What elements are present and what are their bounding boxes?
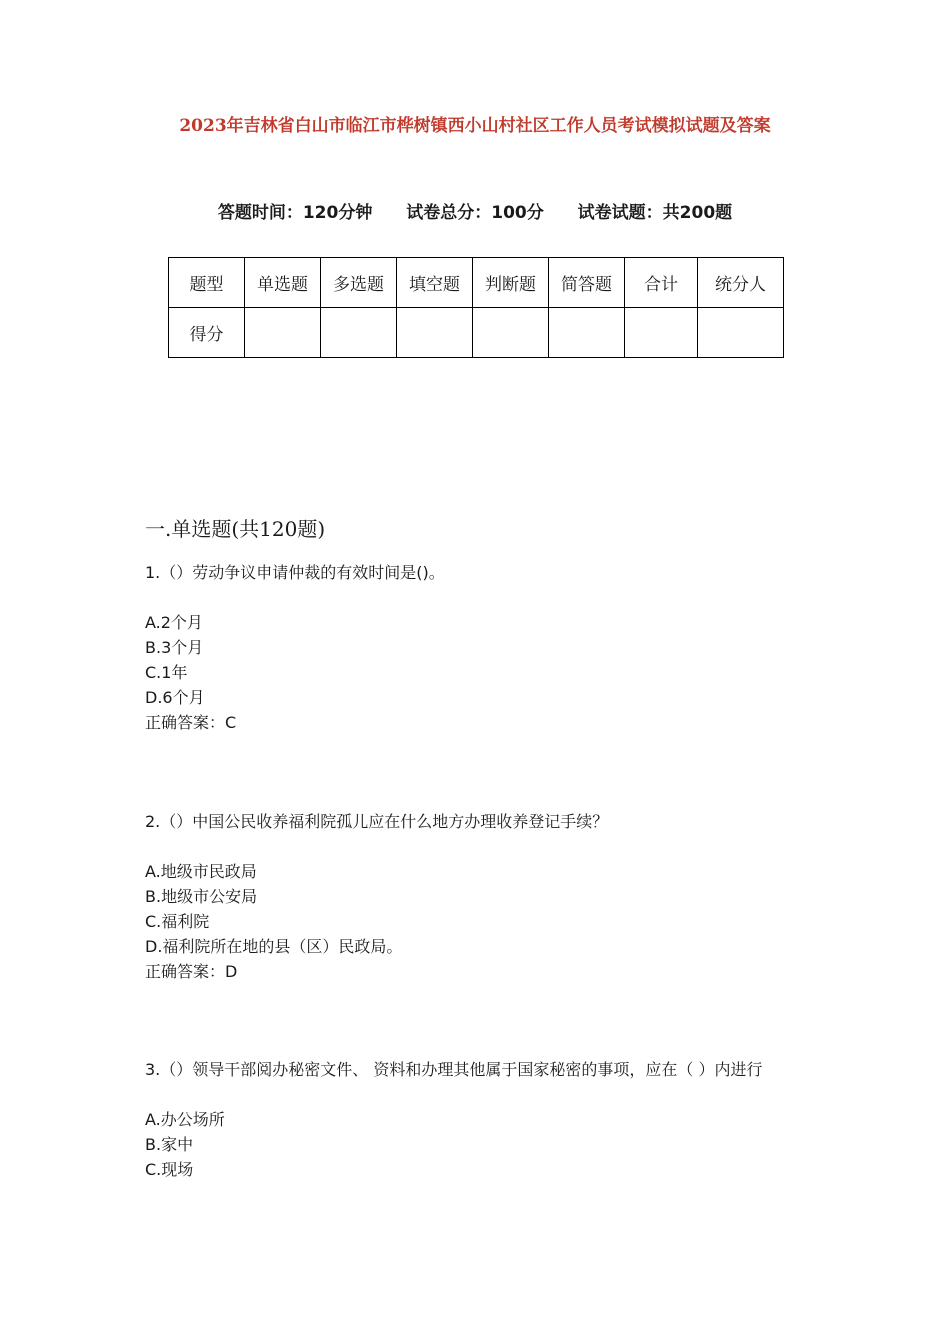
header-cell: 简答题	[549, 258, 625, 308]
score-table	[168, 257, 784, 358]
header-cell: 多选题	[321, 258, 397, 308]
option: C.福利院	[145, 912, 210, 931]
score-cell	[397, 308, 473, 358]
option: B.3个月	[145, 638, 204, 657]
score-table-header-row	[169, 258, 784, 308]
question-2	[145, 809, 825, 984]
header-cell: 统分人	[698, 258, 784, 308]
score-table-score-row	[169, 308, 784, 358]
question-1	[145, 560, 825, 735]
option: A.办公场所	[145, 1110, 225, 1129]
document-title: 2023年吉林省白山市临江市桦树镇西小山村社区工作人员考试模拟试题及答案	[179, 116, 771, 136]
score-cell	[321, 308, 397, 358]
option: B.家中	[145, 1135, 194, 1154]
option: B.地级市公安局	[145, 887, 258, 906]
header-cell: 判断题	[473, 258, 549, 308]
header-cell: 单选题	[245, 258, 321, 308]
option: A.2个月	[145, 613, 203, 632]
option: C.现场	[145, 1160, 194, 1179]
score-cell	[549, 308, 625, 358]
option: A.地级市民政局	[145, 862, 257, 881]
question-stem: 1.（）劳动争议申请仲裁的有效时间是()。	[145, 563, 445, 582]
answer: 正确答案：D	[145, 962, 238, 981]
row-label-cell: 得分	[169, 308, 245, 358]
score-cell	[625, 308, 698, 358]
score-cell	[698, 308, 784, 358]
exam-question-count: 试卷试题：共200题	[577, 203, 733, 223]
header-cell: 填空题	[397, 258, 473, 308]
header-cell: 合计	[625, 258, 698, 308]
score-cell	[473, 308, 549, 358]
option: D.福利院所在地的县（区）民政局。	[145, 937, 403, 956]
exam-meta	[0, 200, 950, 226]
exam-total-score: 试卷总分：100分	[406, 203, 544, 223]
exam-time: 答题时间：120分钟	[217, 203, 373, 223]
answer: 正确答案：C	[145, 713, 237, 732]
question-3	[145, 1057, 810, 1182]
option: D.6个月	[145, 688, 205, 707]
option: C.1年	[145, 663, 188, 682]
header-cell: 题型	[169, 258, 245, 308]
question-stem: 3.（）领导干部阅办秘密文件、 资料和办理其他属于国家秘密的事项，应在（ ）内进行	[145, 1060, 763, 1079]
score-cell	[245, 308, 321, 358]
section-title: 一.单选题(共120题)	[145, 517, 326, 541]
question-stem: 2.（）中国公民收养福利院孤儿应在什么地方办理收养登记手续？	[145, 812, 609, 831]
